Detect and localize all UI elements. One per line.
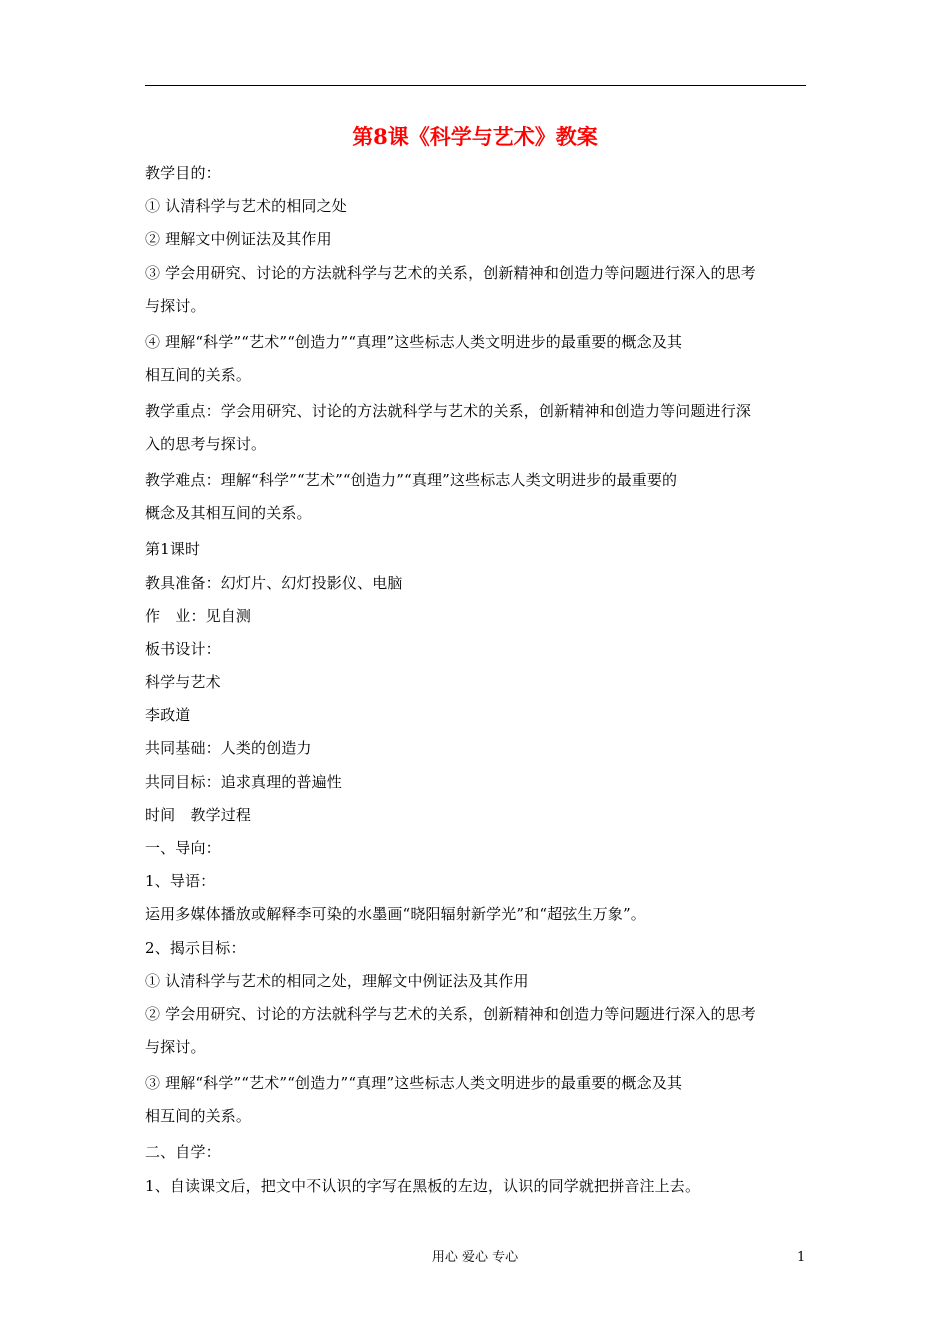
text-line: 作 业：见自测: [145, 606, 252, 625]
text-line: ② 学会用研究、讨论的方法就科学与艺术的关系，创新精神和创造力等问题进行深入的思考: [145, 1004, 756, 1023]
text-line: 2、揭示目标：: [145, 938, 246, 957]
text-line: 共同目标：追求真理的普遍性: [145, 772, 342, 791]
text-line: ④ 理解“科学”“艺术”“创造力”“真理”这些标志人类文明进步的最重要的概念及其: [145, 332, 683, 351]
text-line: ② 理解文中例证法及其作用: [145, 230, 332, 249]
text-line: 相互间的关系。: [145, 1107, 252, 1126]
text-line: 共同基础：人类的创造力: [145, 739, 312, 758]
text-line: 运用多媒体播放或解释李可染的水墨画“晓阳辐射新学光”和“超弦生万象”。: [145, 905, 646, 924]
text-line: ① 认清科学与艺术的相同之处，理解文中例证法及其作用: [145, 971, 529, 990]
text-line: 教学重点：学会用研究、讨论的方法就科学与艺术的关系，创新精神和创造力等问题进行深: [145, 401, 752, 420]
page-number: 1: [797, 1250, 806, 1265]
text-line: 1、自读课文后，把文中不认识的字写在黑板的左边，认识的同学就把拼音注上去。: [145, 1176, 701, 1195]
text-line: 概念及其相互间的关系。: [145, 504, 312, 523]
text-line: 与探讨。: [145, 296, 206, 315]
text-line: 教学目的：: [145, 164, 221, 182]
text-line: 相互间的关系。: [145, 365, 252, 384]
text-line: 时间 教学过程: [145, 805, 252, 824]
text-line: 与探讨。: [145, 1038, 206, 1057]
text-line: ① 认清科学与艺术的相同之处: [145, 197, 347, 216]
document-title: 第8课《科学与艺术》教案: [352, 124, 598, 149]
text-line: 板书设计：: [145, 639, 221, 658]
text-line: 二、自学：: [145, 1143, 221, 1162]
text-line: 第1课时: [145, 540, 201, 559]
header-rule: [145, 85, 806, 86]
text-line: 入的思考与探讨。: [145, 435, 267, 454]
text-line: 李政道: [145, 706, 191, 725]
text-line: 一、导向：: [145, 839, 221, 857]
text-line: 1、导语：: [145, 872, 216, 891]
text-line: ③ 理解“科学”“艺术”“创造力”“真理”这些标志人类文明进步的最重要的概念及其: [145, 1074, 683, 1093]
text-line: 教具准备：幻灯片、幻灯投影仪、电脑: [145, 573, 403, 592]
page-footer: 用心 爱心 专心: [431, 1250, 519, 1265]
text-line: 科学与艺术: [145, 673, 221, 692]
text-line: ③ 学会用研究、讨论的方法就科学与艺术的关系，创新精神和创造力等问题进行深入的思考: [145, 263, 756, 282]
text-line: 教学难点：理解“科学”“艺术”“创造力”“真理”这些标志人类文明进步的最重要的: [145, 471, 678, 490]
document-body: [145, 160, 810, 1206]
